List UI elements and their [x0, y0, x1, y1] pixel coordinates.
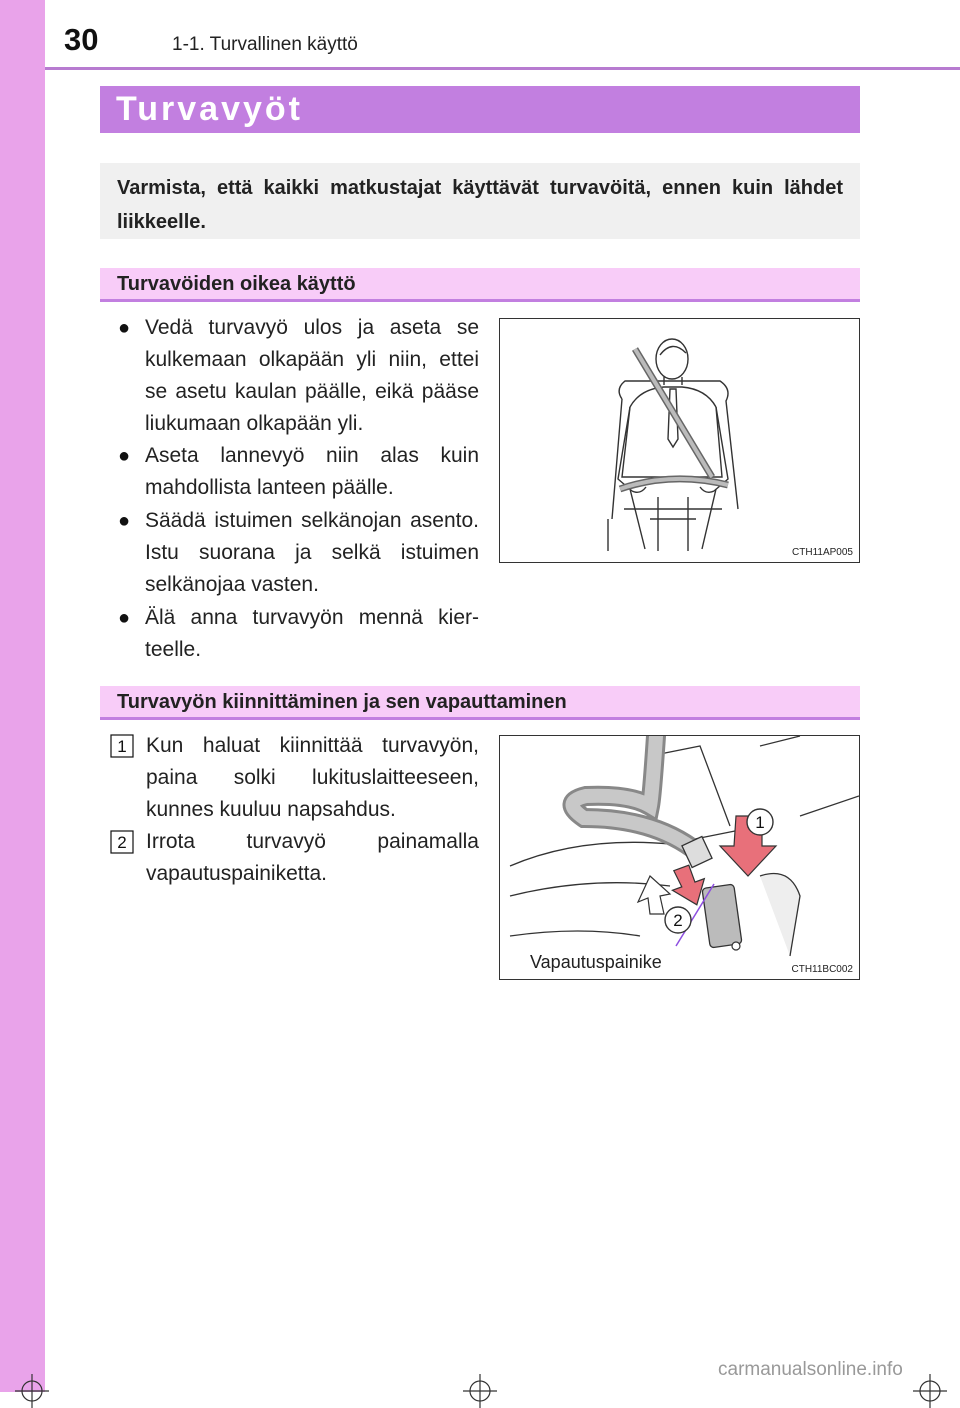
header-divider [45, 67, 960, 70]
section-heading-correct-use [100, 268, 860, 302]
chapter-title-bar [100, 86, 860, 133]
section-title: Turvavöiden oikea käyttö [117, 273, 356, 295]
page-number: 30 [64, 22, 99, 57]
list-item [110, 826, 479, 890]
list-item [118, 505, 479, 601]
registration-mark-icon [463, 1374, 497, 1408]
list-item [118, 602, 479, 666]
callout-number: 2 [673, 911, 683, 930]
list-item [110, 730, 479, 826]
figure-seated-person-seatbelt [499, 318, 860, 563]
page-title: Turvavyöt [116, 90, 303, 128]
svg-text:1: 1 [117, 737, 127, 756]
breadcrumb: 1-1. Turvallinen käyttö [172, 34, 358, 55]
list-item-text: Aseta lannevyö niin alas kuin mahdollista lanteen päälle. [145, 444, 479, 499]
bullet-dot-icon: ● [118, 607, 131, 629]
list-item [118, 312, 479, 440]
figure-code: CTH11BC002 [791, 964, 853, 975]
buckle-illustration [500, 736, 859, 979]
list-item-text: Irrota turvavyö painamalla vapautuspainiketta. [146, 830, 479, 885]
section-heading-fasten-release [100, 686, 860, 720]
seatbelt-wearing-illustration [500, 319, 859, 562]
list-item-text: Vedä turvavyö ulos ja aseta se kulkemaan olkapään yli niin, ettei se asetu kaulan päälle, eikä pääse liukumaan olkapään yli. [145, 316, 479, 435]
section-title: Turvavyön kiinnittäminen ja sen vapauttaminen [117, 691, 567, 713]
intro-text: Varmista, että kaikki matkustajat käyttävät turvavöitä, ennen kuin lähdet liikkeelle. [117, 177, 843, 233]
bullet-dot-icon: ● [118, 510, 131, 532]
figure-code: CTH11AP005 [792, 547, 853, 558]
list-item-text: Säädä istuimen selkänojan asento. Istu suorana ja selkä istuimen selkänojaa vasten. [145, 509, 479, 596]
bullet-dot-icon: ● [118, 317, 131, 339]
release-button-label: Vapautuspainike [530, 952, 662, 972]
intro-box [100, 163, 860, 239]
step-number-icon [110, 830, 134, 854]
bullet-dot-icon: ● [118, 445, 131, 467]
figure-buckle-release [499, 735, 860, 980]
registration-mark-icon [913, 1374, 947, 1408]
watermark: carmanualsonline.info [718, 1359, 903, 1380]
step-number-icon [110, 734, 134, 758]
svg-text:2: 2 [117, 833, 127, 852]
list-item-text: Kun haluat kiinnittää turvavyön, paina solki lukituslaitteeseen, kunnes kuuluu napsahdus. [146, 734, 479, 821]
list-item-text: Älä anna turvavyön mennä kier-teelle. [145, 606, 479, 661]
list-item [118, 440, 479, 504]
page-edge-tab [0, 0, 45, 1392]
registration-mark-icon [15, 1374, 49, 1408]
callout-number: 1 [755, 813, 765, 832]
